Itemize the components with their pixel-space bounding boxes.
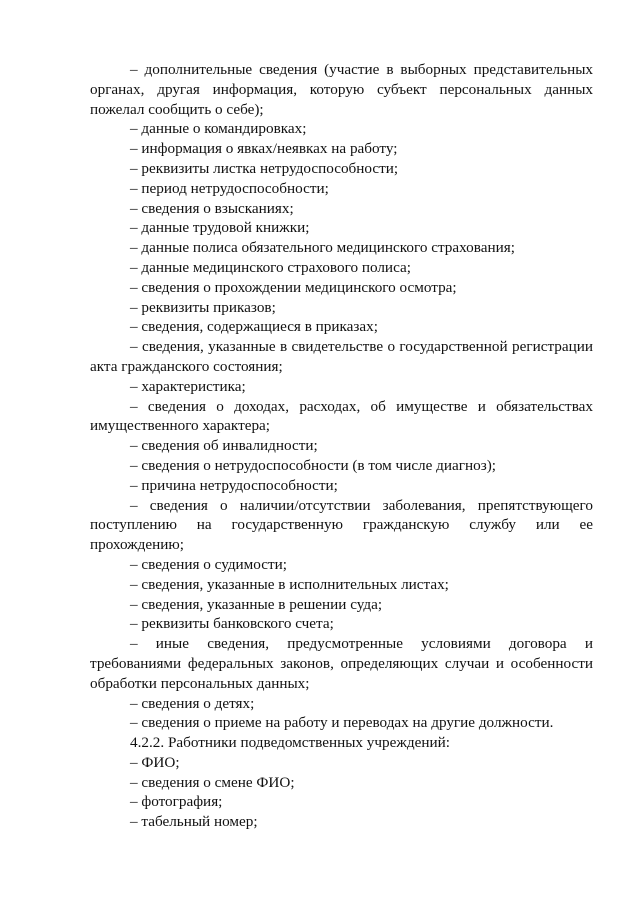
list-item: – ФИО; (130, 753, 180, 771)
section-heading: 4.2.2. Работники подведомственных учреждений: (130, 734, 450, 752)
list-item: – сведения, указанные в свидетельстве о государственной регистрации акта гражданского состояния; (90, 338, 593, 375)
list-item: – причина нетрудоспособности; (130, 476, 338, 494)
list-item: – данные полиса обязательного медицинского страхования; (130, 239, 515, 257)
list-item: – характеристика; (130, 377, 246, 395)
list-item: – период нетрудоспособности; (130, 179, 329, 197)
list-item: – дополнительные сведения (участие в выборных представительных органах, другая информация, которую субъект персональных данных пожелал сообщить о себе); (90, 61, 593, 118)
list-item: – сведения о взысканиях; (130, 199, 294, 217)
document-body (90, 60, 593, 832)
list-item: – сведения, содержащиеся в приказах; (130, 318, 378, 336)
list-item: – сведения о прохождении медицинского осмотра; (130, 278, 457, 296)
list-item: – сведения о нетрудоспособности (в том числе диагноз); (130, 456, 496, 474)
list-item: – сведения о детях; (130, 694, 255, 712)
list-item: – табельный номер; (130, 813, 258, 831)
list-item: – сведения об инвалидности; (130, 437, 318, 455)
list-item: – фотография; (130, 793, 223, 811)
list-item: – реквизиты листка нетрудоспособности; (130, 159, 399, 177)
list-item: – реквизиты банковского счета; (130, 615, 334, 633)
list-item: – иные сведения, предусмотренные условиями договора и требованиями федеральных законов, определяющих случаи и особенности обработки персональных данных; (90, 635, 593, 692)
list-item: – сведения о доходах, расходах, об имуществе и обязательствах имущественного характера; (90, 397, 593, 435)
list-item: – данные медицинского страхового полиса; (130, 258, 411, 276)
list-item: – сведения о смене ФИО; (130, 773, 295, 791)
list-item: – данные о командировках; (130, 120, 307, 138)
list-item: – сведения о судимости; (130, 555, 287, 573)
list-item: – реквизиты приказов; (130, 298, 276, 316)
list-item: – сведения, указанные в исполнительных листах; (130, 575, 449, 593)
list-item: – сведения о приеме на работу и переводах на другие должности. (130, 714, 554, 732)
list-item: – данные трудовой книжки; (130, 219, 310, 237)
list-item: – информация о явках/неявках на работу; (130, 140, 398, 158)
list-item: – сведения о наличии/отсутствии заболевания, препятствующего поступлению на государственную гражданскую службу или ее прохождению; (90, 496, 593, 554)
list-item: – сведения, указанные в решении суда; (130, 595, 383, 613)
